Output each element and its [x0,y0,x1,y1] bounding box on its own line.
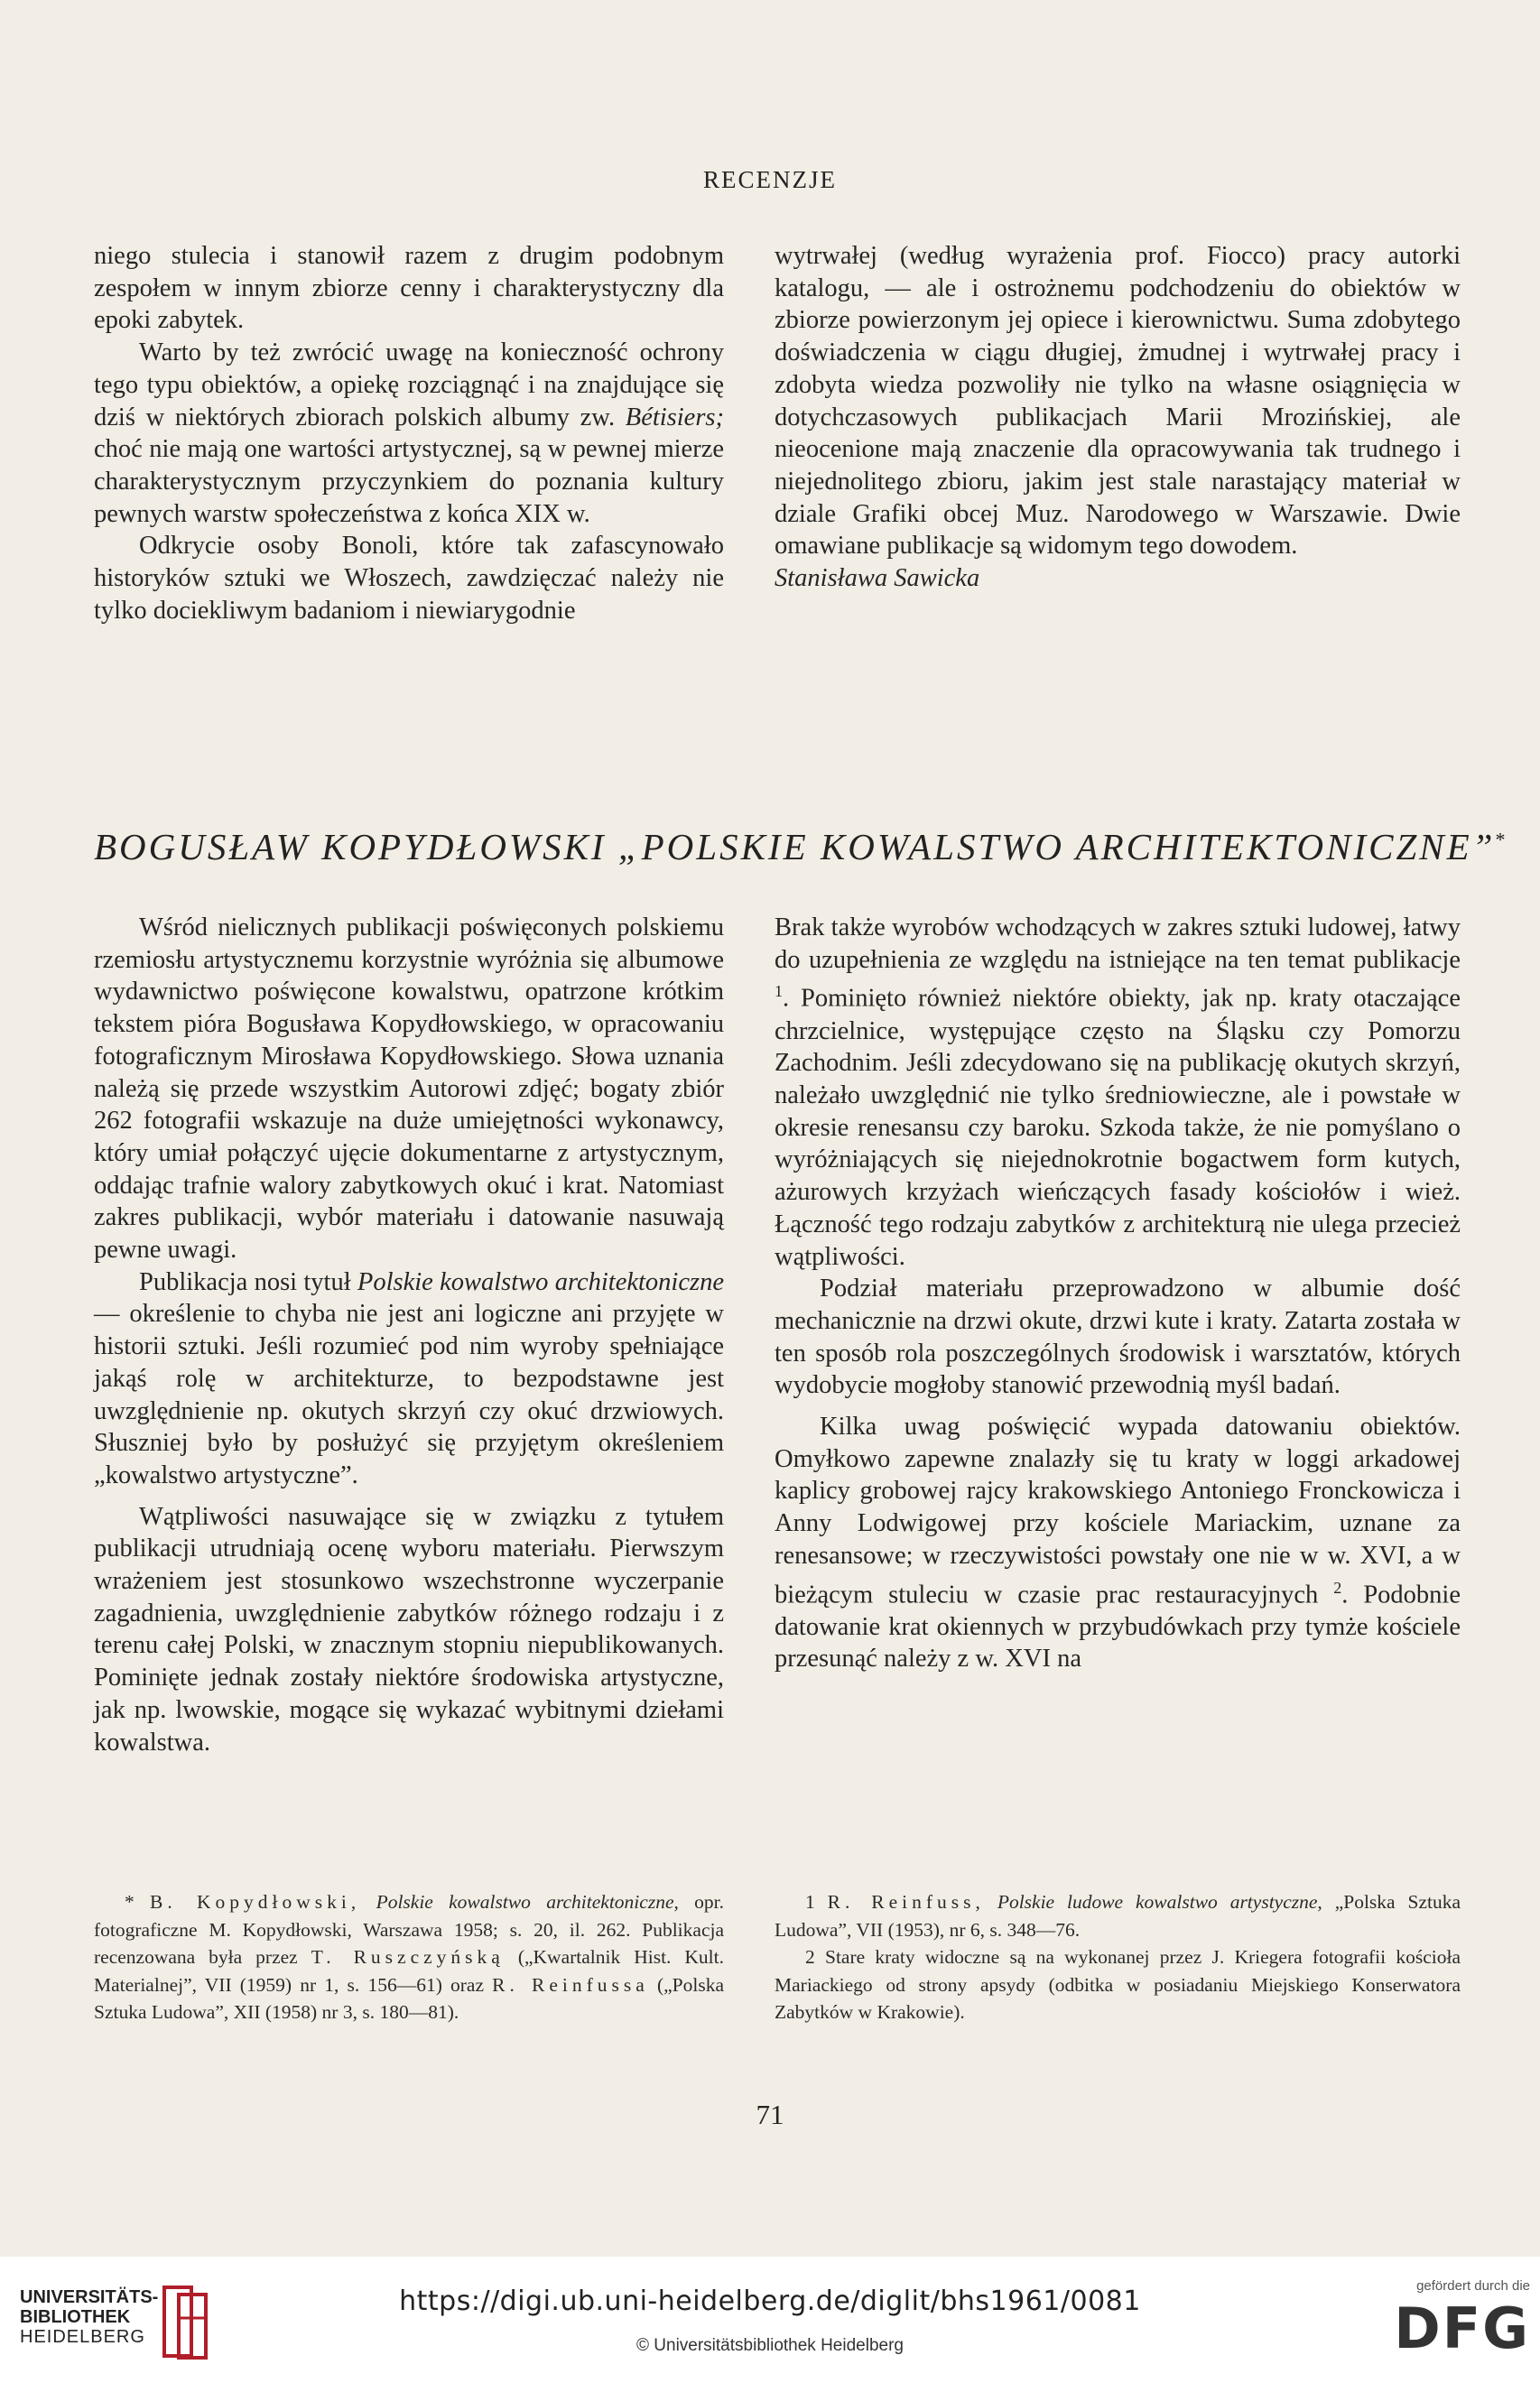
text-run: Publikacja nosi tytuł [139,1267,351,1296]
library-name-line: UNIVERSITÄTS- [20,2287,159,2307]
text-run: („Kwartalnik Hist. Kult. Materialnej”, VII (1959) nr 1, s. 156—61) oraz [94,1946,724,1996]
copyright-notice: © Universitätsbibliothek Heidelberg [636,2336,904,2355]
footnote-ref: 1 [775,982,783,1001]
footnote-title: Polskie ludowe kowalstwo artystyczne, [997,1891,1322,1913]
text-run: . Podobnie datowanie krat okiennych w przybudówkach przy tymże kościele przesunąć należy z w. XVI na [775,1581,1461,1674]
review-left-column [94,912,724,1758]
paragraph: Odkrycie osoby Bonoli, które tak zafascynowało historyków sztuki we Włoszech, zawdzięczać należy nie tylko dociekliwym badaniom i niewiarygodnie [94,532,724,625]
footnote-number: 2 [805,1946,815,1968]
footnote [775,1888,1461,1943]
funder-block [1368,2278,1530,2360]
funding-label: gefördert durch die [1416,2278,1530,2294]
paragraph [94,337,724,530]
footnotes-left [94,1888,724,2026]
reviewer-signature: Stanisława Sawicka [775,564,980,593]
running-head: RECENZJE [703,166,837,193]
text-run: opr. fotograficzne M. Kopydłowski, Warszawa 1958; s. 20, il. 262. Publikacja recenzowana była przez [94,1891,724,1968]
italic-title: Polskie kowalstwo architektoniczne [357,1267,724,1296]
text-run: Warto by też zwrócić uwagę na konieczność ochrony tego typu obiektów, a opiekę rozciągnąć i na znajdujące się dziś w niektórych zbiorach polskich albumy zw. [94,338,724,431]
review-title [94,825,1508,868]
footnote-author: B. Kopydłowski, [150,1891,361,1913]
text-run: „Polska Sztuka Ludowa”, VII (1953), nr 6, s. 348—76. [775,1891,1461,1941]
paragraph [94,1266,724,1492]
paragraph: Podział materiału przeprowadzono w albumie dość mechanicznie na drzwi okute, drzwi kute i kraty. Zatarta została w ten sposób rola poszczególnych środowisk i warsztatów, których wydobycie mogłoby stanowić przewodnią myśl badań. [775,1275,1461,1400]
italic-term: Bétisiers; [625,403,725,431]
library-name-line: HEIDELBERG [20,2327,145,2347]
review-right-column [775,912,1461,1675]
previous-review-right-column [775,240,1461,595]
text-run: . Pominięto również niektóre obiekty, jak np. kraty otaczające chrzcielnice, występujące często na Śląsku czy Pomorzu Zachodnim. Jeśli zdecydowano się na publikację okutych skrzyń, należało uwzględnić nie tylko średniowieczne, ale i powstałe w okresie renesansu czy baroku. Szkoda także, że nie pomyślano o wyróżniających się niejednokrotnie bogactwem form kutych, ażurowych krzyżach wieńczących fasady kościołów i wież. Łączność tego rodzaju zabytków z architekturą nie ulega przecież wątpliwości. [775,984,1461,1271]
previous-review-left-column [94,240,724,626]
footnote-author: R. Reinfuss, [827,1891,985,1913]
review-title-text: BOGUSŁAW KOPYDŁOWSKI „POLSKIE KOWALSTWO ARCHITEKTONICZNE” [94,826,1496,867]
text-run: choć nie mają one wartości artystycznej, są w pewnej mierze charakterystycznym przyczynkiem do poznania kultury pewnych warstw społeczeństwa z końca XIX w. [94,435,724,528]
footnote [775,1943,1461,2026]
text-run: — określenie to chyba nie jest ani logiczne ani przyjęte w historii sztuki. Jeśli rozumieć pod nim wyroby spełniające jakąś rolę w architekturze, to bezpodstawne jest uwzględnienie np. okutych skrzyń czy okuć drzwiowych. Słuszniej było by posłużyć się przyjętym określeniem „kowalstwo artystyczne”. [94,1300,724,1489]
paragraph [775,912,1461,1273]
footnote-reviewer: T. Ruszczyńską [311,1946,505,1968]
paragraph: wytrwałej (według wyrażenia prof. Fiocco) pracy autorki katalogu, — ale i ostrożnemu podchodzeniu do obiektów w zbiorze powierzonym jej opiece i kierownictwu. Suma zdobytego doświadczenia w ciągu długiej, żmudnej i wytrwałej pracy i zdobyta wiedza pozwoliły nie tylko na własne osiągnięcia w dotychczasowych publikacjach Marii Mrozińskiej, ale nieocenione mają znaczenie dla opracowywania tak trudnego i niejednolitego zbioru, jakim jest stale narastający materiał w dziale Grafiki obcej Muz. Narodowego w Warszawie. Dwie omawiane publikacje są widomym tego dowodem. [775,242,1461,561]
footnotes-right [775,1888,1461,2026]
paragraph: niego stulecia i stanowił razem z drugim podobnym zespołem w innym zbiorze cenny i charakterystyczny dla epoki zabytek. [94,242,724,335]
text-run: („Polska Sztuka Ludowa”, XII (1958) nr 3, s. 180—81). [94,1973,725,2023]
page-number: 71 [756,2099,784,2130]
footnote-title: Polskie kowalstwo architektoniczne, [376,1891,679,1913]
footnote-number: 1 [805,1891,815,1913]
text-run: Brak także wyrobów wchodzących w zakres sztuki ludowej, łatwy do uzupełnienia ze względu na istniejące na ten temat publikacje [775,913,1461,974]
viewer-footer [0,2257,1540,2383]
footnote-ref: 2 [1333,1578,1342,1597]
text-run: Stare kraty widoczne są na wykonanej przez J. Kriegera fotografii kościoła Mariackiego od strony apsydy (odbitka w posiadaniu Miejskiego Konserwatora Zabytków w Krakowie). [775,1946,1461,2023]
footnote-mark: * [125,1891,135,1913]
library-name-line: BIBLIOTHEK [20,2307,131,2327]
paragraph [775,1411,1461,1675]
footnote-marker: * [1495,828,1508,851]
permalink-url[interactable]: https://digi.ub.uni-heidelberg.de/diglit/bhs1961/0081 [399,2286,1141,2317]
paragraph: Wśród nielicznych publikacji poświęconych polskiemu rzemiosłu artystycznemu korzystnie wyróżnia się albumowe wydawnictwo poświęcone kowalstwu, opatrzone krótkim tekstem pióra Bogusława Kopydłowskiego, w opracowaniu fotograficznym Mirosława Kopydłowskiego. Słowa uznania należą się przede wszystkim Autorowi zdjęć; bogaty zbiór 262 fotografii wskazuje na duże umiejętności wykonawcy, który umiał połączyć ujęcie dokumentarne z artystycznym, oddając trafnie walory zabytkowych okuć i krat. Natomiast zakres publikacji, wybór materiału i datowanie nasuwają pewne uwagi. [94,913,724,1265]
footnote [94,1888,724,2026]
text-run: Kilka uwag poświęcić wypada datowaniu obiektów. Omyłkowo zapewne znalazły się tu kraty w loggi arkadowej kaplicy grobowej rajcy krakowskiego Antoniego Fronckowicza i Anny Lodwigowej przy kościele Mariackim, uznane za renesansowe; w rzeczywistości powstały one nie w w. XVI, a w bieżącym stuleciu w czasie prac restauracyjnych [775,1413,1461,1609]
footnote-reviewer: R. Reinfussa [492,1973,649,1996]
paragraph: Wątpliwości nasuwające się w związku z tytułem publikacji utrudniają ocenę wyboru materiału. Pierwszym wrażeniem jest stosunkowo wszechstronne wyczerpanie zagadnienia, uwzględnienie zabytków różnego rodzaju i z terenu całej Polski, w znacznym stopniu niepublikowanych. Pominięte jednak zostały niektóre środowiska artystyczne, jak np. lwowskie, mogące się wykazać wybitnymi dziełami kowalstwa. [94,1502,724,1757]
dfg-logo[interactable]: DFG [1394,2295,1530,2361]
